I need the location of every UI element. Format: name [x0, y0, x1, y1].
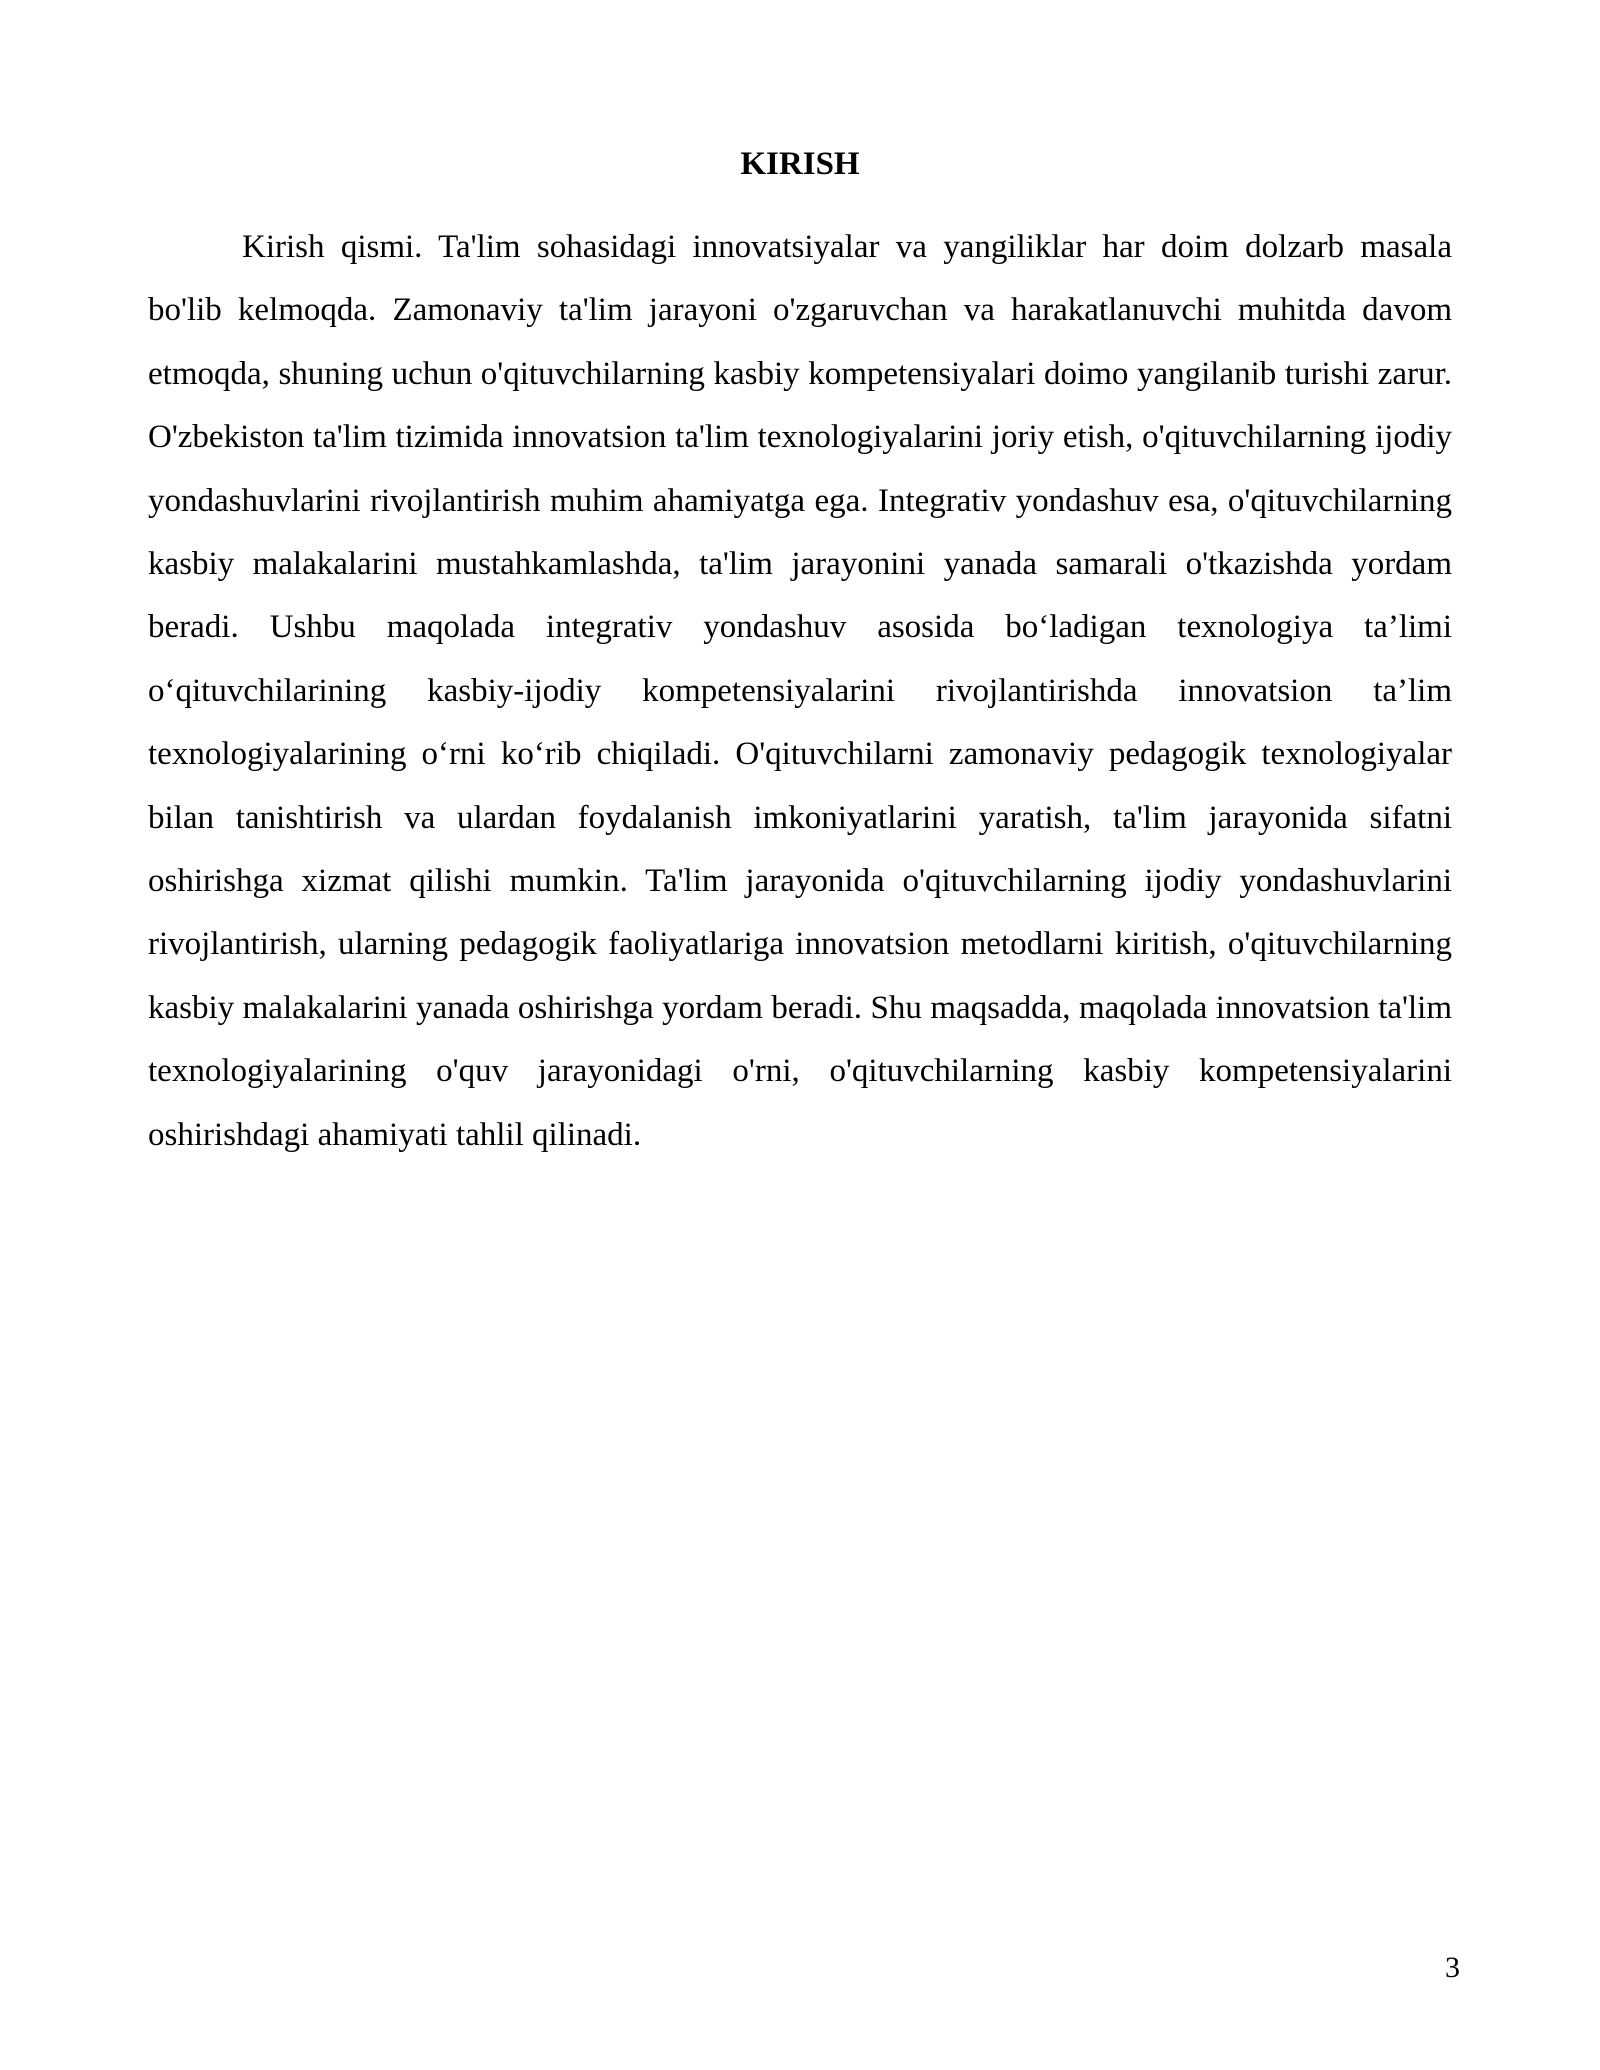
body-paragraph: Kirish qismi. Ta'lim sohasidagi innovatsiyalar va yangiliklar har doim dolzarb masala bo'lib kelmoqda. Zamonaviy ta'lim jarayoni o'zgaruvchan va harakatlanuvchi muhitda davom etmoqda, shuning uchun o'qituvchilarning kasbiy kompetensiyalari doimo yangilanib turishi zarur. O'zbekiston ta'lim tizimida innovatsion ta'lim texnologiyalarini joriy etish, o'qituvchilarning ijodiy yondashuvlarini rivojlantirish muhim ahamiyatga ega. Integrativ yondashuv esa, o'qituvchilarning kasbiy malakalarini mustahkamlashda, ta'lim jarayonini yanada samarali o'tkazishda yordam beradi. Ushbu maqolada integrativ yondashuv asosida boʻladigan texnologiya ta’limi oʻqituvchilarining kasbiy-ijodiy kompetensiyalarini rivojlantirishda innovatsion ta’lim texnologiyalarining oʻrni koʻrib chiqiladi. O'qituvchilarni zamonaviy pedagogik texnologiyalar bilan tanishtirish va ulardan foydalanish imkoniyatlarini yaratish, ta'lim jarayonida sifatni oshirishga xizmat qilishi mumkin. Ta'lim jarayonida o'qituvchilarning ijodiy yondashuvlarini rivojlantirish, ularning pedagogik faoliyatlariga innovatsion metodlarni kiritish, o'qituvchilarning kasbiy malakalarini yanada oshirishga yordam beradi. Shu maqsadda, maqolada innovatsion ta'lim texnologiyalarining o'quv jarayonidagi o'rni, o'qituvchilarning kasbiy kompetensiyalarini oshirishdagi ahamiyati tahlil qilinadi.: [148, 229, 1452, 1153]
page-number: 3: [1445, 1951, 1460, 1984]
section-heading: KIRISH: [740, 146, 860, 182]
